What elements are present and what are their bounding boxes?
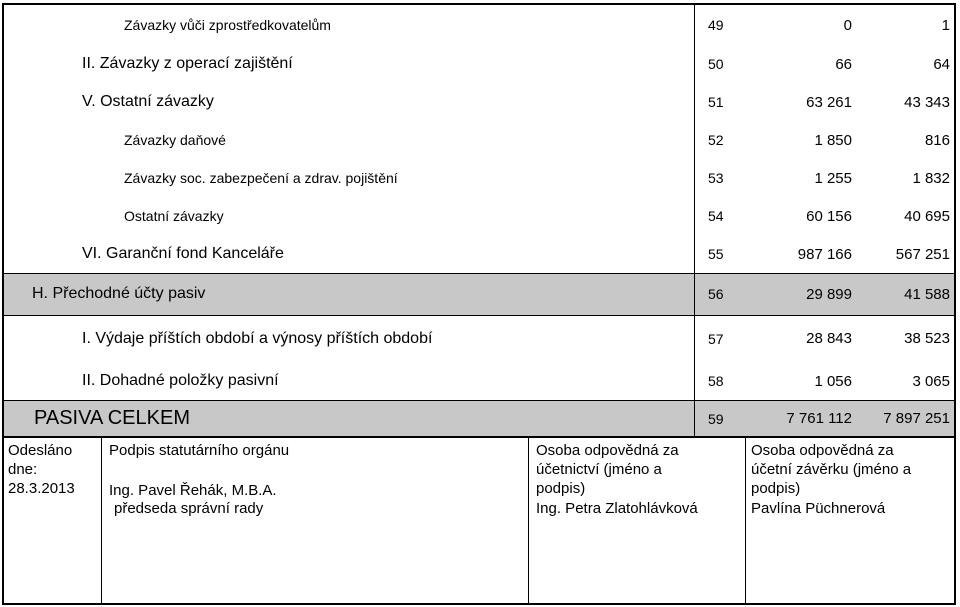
table-row — [4, 45, 954, 83]
row-label: Závazky soc. zabezpečení a zdrav. pojištění — [124, 170, 398, 186]
table-row-section — [4, 273, 954, 315]
row-divider — [4, 315, 954, 316]
sent-date: 28.3.2013 — [8, 480, 75, 497]
statutory-name: Ing. Pavel Řehák, M.B.A. — [109, 482, 277, 499]
previous-value: 41 588 — [904, 285, 950, 303]
current-value: 1 056 — [814, 372, 852, 390]
row-code: 57 — [708, 330, 724, 347]
current-value: 1 850 — [814, 131, 852, 149]
previous-value: 43 343 — [904, 93, 950, 111]
table-row — [4, 5, 954, 45]
row-code: 58 — [708, 373, 724, 389]
table-row — [4, 315, 954, 362]
statutory-role: předseda správní rady — [114, 500, 264, 517]
row-code: 56 — [708, 286, 724, 302]
accounting-title: Osoba odpovědná za účetnictví (jméno a podpis) — [536, 442, 679, 497]
current-value: 0 — [843, 16, 852, 34]
previous-value: 3 065 — [912, 372, 950, 390]
previous-value: 64 — [933, 55, 950, 73]
previous-value: 38 523 — [904, 330, 950, 347]
row-label: H. Přechodné účty pasiv — [32, 285, 206, 302]
table-row — [4, 362, 954, 400]
table-row — [4, 83, 954, 121]
current-value: 60 156 — [806, 207, 852, 225]
row-code: 55 — [708, 246, 724, 262]
balance-sheet-page — [2, 3, 956, 605]
sent-label: Odesláno dne: — [8, 442, 73, 478]
current-value: 987 166 — [797, 245, 852, 263]
footer-divider — [101, 437, 102, 603]
current-value: 28 843 — [806, 330, 852, 347]
row-divider — [4, 400, 954, 401]
previous-value: 40 695 — [904, 207, 950, 225]
row-code: 49 — [708, 17, 724, 33]
row-label: I. Výdaje příštích období a výnosy příštích období — [82, 329, 433, 347]
table-row — [4, 121, 954, 159]
total-label: PASIVA CELKEM — [34, 407, 190, 429]
row-divider — [4, 273, 954, 274]
current-value: 66 — [835, 55, 852, 73]
previous-value: 7 897 251 — [883, 410, 950, 427]
row-label: Závazky vůči zprostředkovatelům — [124, 17, 331, 33]
previous-value: 567 251 — [895, 245, 950, 263]
row-label: V. Ostatní závazky — [82, 93, 214, 110]
row-code: 53 — [708, 170, 724, 186]
closing-title: Osoba odpovědná za účetní závěrku (jméno a podpis) — [751, 442, 912, 497]
table-row-total — [4, 400, 954, 437]
table-row — [4, 235, 954, 273]
table-row — [4, 197, 954, 235]
row-code: 51 — [708, 94, 724, 110]
statutory-title: Podpis statutárního orgánu — [109, 442, 290, 459]
row-divider — [4, 436, 954, 438]
current-value: 7 761 112 — [786, 410, 852, 427]
column-divider — [694, 5, 695, 437]
row-label: II. Dohadné položky pasivní — [82, 372, 279, 389]
row-label: VI. Garanční fond Kanceláře — [82, 245, 284, 262]
row-label: Ostatní závazky — [124, 208, 224, 224]
row-code: 59 — [708, 410, 724, 427]
row-label: Závazky daňové — [124, 132, 226, 148]
table-row — [4, 159, 954, 197]
row-label: II. Závazky z operací zajištění — [82, 55, 293, 72]
row-code: 54 — [708, 208, 724, 224]
current-value: 63 261 — [806, 93, 852, 111]
previous-value: 1 — [941, 16, 950, 34]
footer-divider — [745, 437, 746, 603]
row-code: 52 — [708, 132, 724, 148]
footer-divider — [528, 437, 529, 603]
previous-value: 1 832 — [912, 169, 950, 187]
current-value: 29 899 — [806, 285, 852, 303]
closing-name: Pavlína Püchnerová — [751, 500, 886, 517]
row-code: 50 — [708, 56, 724, 72]
previous-value: 816 — [924, 131, 950, 149]
current-value: 1 255 — [814, 169, 852, 187]
accounting-name: Ing. Petra Zlatohlávková — [536, 500, 698, 517]
